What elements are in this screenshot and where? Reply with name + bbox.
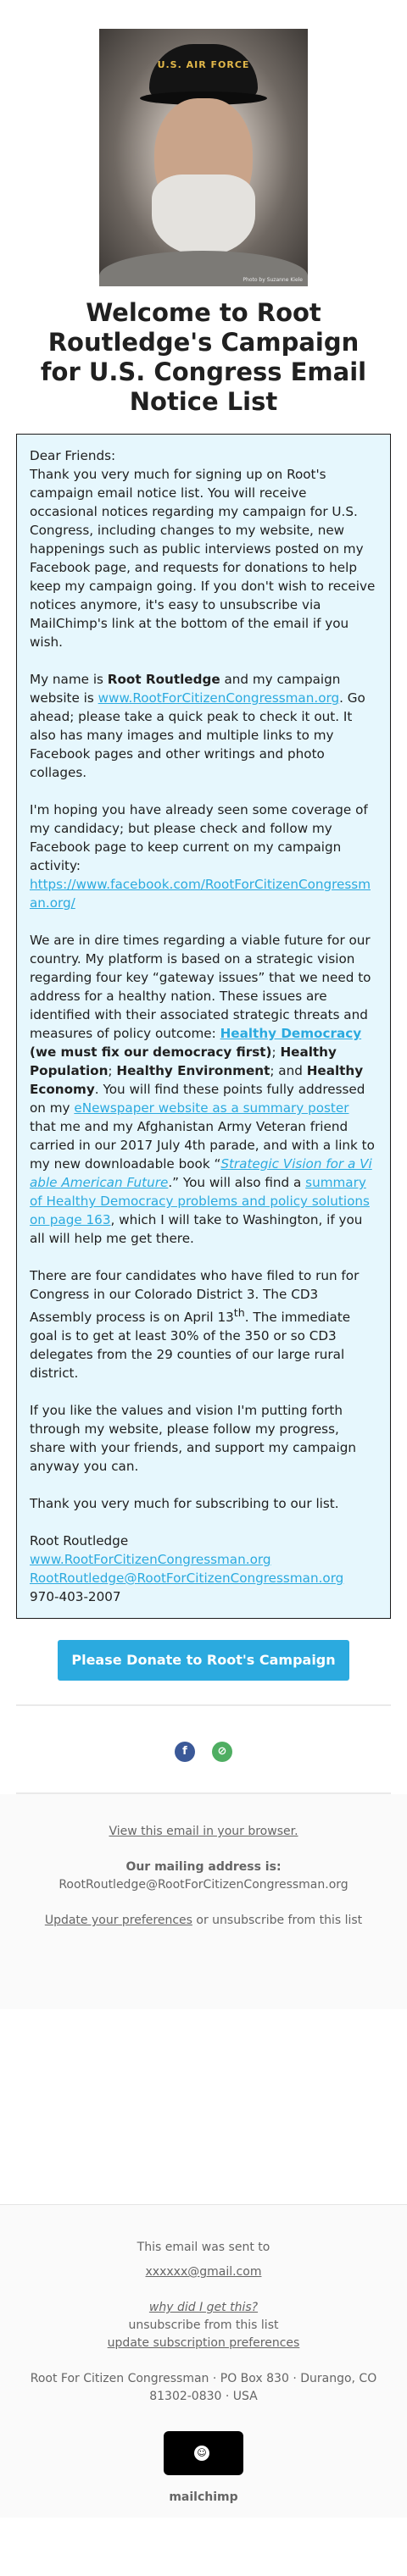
cap-shape (149, 44, 258, 98)
signature-email-link[interactable]: RootRoutledge@RootForCitizenCongressman.org (30, 1571, 344, 1587)
text: ; and (270, 1063, 307, 1078)
recipient-email-link[interactable]: xxxxxx@gmail.com (145, 2265, 262, 2280)
signature-website-link[interactable]: www.RootForCitizenCongressman.org (30, 1552, 271, 1568)
healthy-democracy-summary-link[interactable]: summary of Healthy Democracy problems and policy solutions on page 163 (30, 1175, 370, 1227)
donate-section (0, 1640, 407, 1681)
candidate-name: Root Routledge (107, 672, 220, 687)
text: . You will find these points fully addressed on my (30, 1082, 365, 1116)
spacer (0, 2009, 407, 2204)
signature-block (30, 1532, 377, 1606)
facebook-glyph: f (182, 1745, 187, 1759)
enewspaper-poster-link[interactable]: eNewspaper website as a summary poster (74, 1100, 349, 1116)
text: . The immediate goal is to get at least 30% of the 350 or so CD3 delegates from the 29 counties of our large rural district. (30, 1310, 351, 1382)
text: that me and my Afghanistan Army Veteran friend carried in our 2017 July 4th parade, and with a link to my new downloadable book “ (30, 1119, 375, 1172)
social-follow-bar (0, 1742, 407, 1762)
paragraph-5 (30, 1266, 377, 1382)
healthy-population-label: Healthy Population (30, 1044, 337, 1078)
text: There are four candidates who have filed to run for Congress in our Colorado District 3. The CD3 Assembly process is on April 13 (30, 1268, 360, 1326)
gap (17, 2281, 390, 2299)
healthy-environment-label: Healthy Environment (116, 1063, 270, 1078)
why-did-i-get-this-link[interactable]: why did I get this? (148, 2301, 259, 2315)
paragraph-4 (30, 931, 377, 1248)
paragraph-3 (30, 800, 377, 912)
healthy-democracy-link[interactable]: Healthy Democracy (220, 1026, 362, 1041)
campaign-website-link[interactable]: www.RootForCitizenCongressman.org (98, 690, 340, 706)
greeting: Dear Friends: (30, 448, 116, 463)
candidate-photo (99, 29, 308, 286)
mailchimp-badge[interactable] (164, 2431, 243, 2505)
signature-phone: 970-403-2007 (30, 1589, 121, 1605)
mailing-heading: Our mailing address is: (125, 1860, 282, 1875)
text: My name is (30, 672, 108, 687)
facebook-page-link[interactable]: https://www.facebook.com/RootForCitizenCongressman.org/ (30, 877, 371, 911)
postal-address: Root For Citizen Congressman · PO Box 830 · Durango, CO 81302-0830 · USA (30, 2372, 377, 2404)
mailing-block (17, 1859, 390, 1894)
strategic-vision-book-link[interactable]: Strategic Vision for a Viable American Future (30, 1156, 372, 1190)
paragraph-2 (30, 670, 377, 782)
text: We are in dire times regarding a viable future for our country. My platform is based on a strategic vision regarding four key “gateway issues” that we need to address for a healthy nation. These issues are identified with their associated strategic threats and measures of policy outcome: (30, 933, 371, 1041)
mailchimp-footer (0, 2204, 407, 2518)
campaign-footer (0, 1794, 407, 2009)
unsubscribe-link[interactable]: unsubscribe from this list (128, 2318, 279, 2333)
mailing-address: RootRoutledge@RootForCitizenCongressman.org (59, 1878, 348, 1892)
update-preferences-link[interactable]: Update your preferences (44, 1914, 192, 1928)
gap (17, 2352, 390, 2370)
link-icon[interactable] (212, 1742, 232, 1762)
beard-shape (152, 175, 255, 256)
paragraph-6: If you like the values and vision I'm putting forth through my website, please follow my progress, share with your friends, and support my campaign anyway you can. (30, 1403, 356, 1475)
text: , which I will take to Washington, if you all will help me get there. (30, 1212, 363, 1246)
text: (we must fix our democracy first) (30, 1044, 272, 1060)
preferences-line (17, 1912, 390, 1930)
website-glyph: ⊘ (217, 1745, 227, 1759)
paragraph-7: Thank you very much for subscribing to our list. (30, 1496, 339, 1512)
text: and my campaign website is (30, 672, 341, 706)
unsubscribe-text: or unsubscribe from this list (192, 1914, 363, 1928)
superscript: th (233, 1306, 245, 1319)
page-title: Welcome to Root Routledge's Campaign for U.S. Congress Email Notice List (40, 298, 367, 416)
donate-button[interactable]: Please Donate to Root's Campaign (58, 1640, 349, 1681)
divider (16, 1704, 391, 1706)
text: I'm hoping you have already seen some coverage of my candidacy; but please check and follow my Facebook page to keep current on my campaign activity: (30, 802, 368, 873)
letter-opening (30, 446, 377, 651)
welcome-letter (16, 434, 391, 1619)
sent-to-label: This email was sent to (137, 2241, 270, 2255)
healthy-economy-label: Healthy Economy (30, 1063, 364, 1097)
update-subscription-link[interactable]: update subscription preferences (107, 2336, 300, 2351)
view-in-browser-link[interactable]: View this email in your browser. (109, 1825, 298, 1839)
mailchimp-icon: ☺ (194, 2446, 209, 2461)
text: ; (271, 1044, 281, 1060)
mailchimp-wordmark: mailchimp (169, 2490, 238, 2505)
paragraph-1: Thank you very much for signing up on Root's campaign email notice list. You will receive occasional notices regarding my campaign for U.S. Congress, including changes to my website, new happenings such as public interviews posted on my Facebook page, and requests for donations to help keep my campaign going. If you don't wish to receive notices anymore, it's easy to unsubscribe via MailChimp's link at the bottom of the email if you wish. (30, 467, 376, 650)
signature-name: Root Routledge (30, 1533, 129, 1549)
text: .” You will also find a (168, 1175, 306, 1190)
facebook-icon[interactable] (175, 1742, 195, 1762)
text: ; (108, 1063, 117, 1078)
footer-line (17, 1823, 390, 1841)
cap-text: U.S. AIR FORCE (157, 59, 250, 70)
photo-credit: Photo by Suzanne Kiele (243, 277, 303, 283)
header-image-section (0, 0, 407, 288)
text: . Go ahead; please take a quick peak to check it out. It also has many images and multiple links to my Facebook pages and other writings and photo collages. (30, 690, 365, 780)
